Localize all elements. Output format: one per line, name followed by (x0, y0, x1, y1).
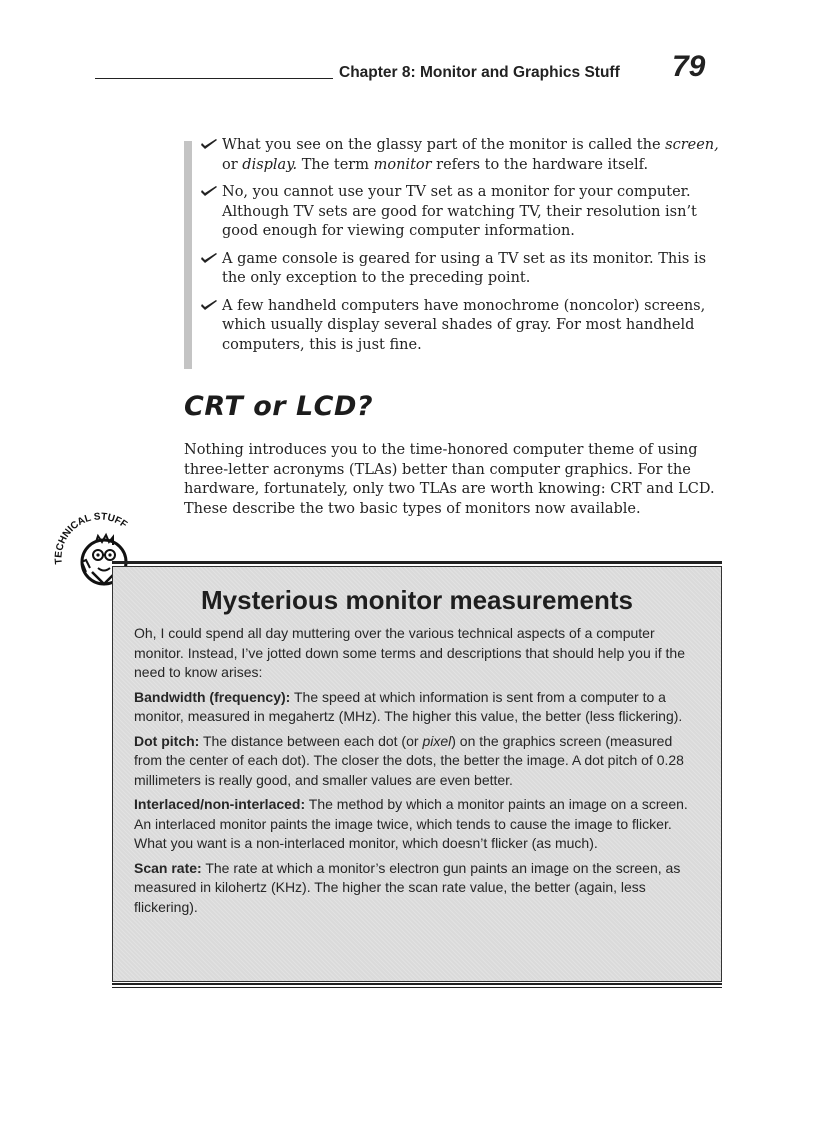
bullet-text (222, 298, 705, 353)
term-name: Dot pitch: (134, 732, 200, 749)
term-description (134, 860, 680, 915)
bullet-list-bar (184, 141, 192, 369)
text-run: What you see on the glassy part of the monitor is called the (222, 137, 666, 153)
check-mark-icon (200, 139, 218, 151)
text-run: The term (297, 156, 374, 173)
chapter-title: Chapter 8: Monitor and Graphics Stuff (339, 64, 620, 81)
section-heading: CRT or LCD? (184, 391, 374, 422)
sidebar-body (134, 624, 701, 917)
term-definition (134, 795, 701, 854)
sidebar-top-rule (112, 561, 722, 564)
bullet-item (200, 183, 730, 242)
header-rule (95, 78, 333, 79)
italic-text: display. (242, 156, 298, 173)
text-run: The speed at which information is sent from a computer to a monitor, measured in megahertz (MHz). The higher this value, the better (less flickering). (134, 688, 683, 724)
term-name: Bandwidth (frequency): (134, 688, 291, 705)
sidebar-intro: Oh, I could spend all day muttering over the various technical aspects of a computer monitor. Instead, I’ve jotted down some terms and descriptions that should help you if the need to know arises: (134, 625, 685, 680)
bullet-text (222, 251, 706, 287)
text-run: or (222, 156, 243, 173)
italic-text: screen, (665, 137, 719, 153)
bullet-item (200, 250, 730, 289)
bullet-item (200, 297, 730, 356)
term-description (134, 733, 684, 788)
bullet-list (200, 136, 730, 363)
term-definition (134, 688, 701, 727)
term-name: Interlaced/non-interlaced: (134, 796, 306, 812)
sidebar-bottom-rule (112, 987, 722, 988)
technical-stuff-label: TECHNICAL STUFF (53, 512, 129, 565)
bullet-text (222, 184, 697, 239)
text-run: No, you cannot use your TV set as a monitor for your computer. Although TV sets are good for watching TV, their resolution isn’t good enough for viewing computer information. (222, 184, 697, 239)
sidebar-bottom-rule (112, 983, 722, 985)
sidebar-box (112, 566, 722, 982)
section-paragraph: Nothing introduces you to the time-honored computer theme of using three-letter acronyms (TLAs) better than computer graphics. For the hardware, fortunately, only two TLAs are worth knowing: CRT and LCD. These describe the two basic types of monitors now available. (184, 442, 715, 517)
text-run: ) on the graphics screen (measured from the center of each dot). The closer the dots, the better the image. A dot pitch of 0.28 millimeters is really good, and smaller values are even better. (134, 732, 684, 788)
check-mark-icon (200, 186, 218, 198)
text-run: A few handheld computers have monochrome (noncolor) screens, which usually display several shades of gray. For most handheld computers, this is just fine. (222, 297, 706, 353)
term-definition (134, 732, 701, 791)
check-mark-icon (200, 253, 218, 265)
text-run: The distance between each dot (or (202, 732, 423, 749)
italic-text: pixel (422, 732, 452, 749)
text-run: The rate at which a monitor’s electron gun paints an image on the screen, as measured in kilohertz (KHz). The higher the scan rate value, the better (again, less flickering). (134, 859, 681, 915)
text-run: A game console is geared for using a TV set as its monitor. This is the only exception to the preceding point. (222, 250, 707, 286)
term-name: Scan rate: (134, 859, 202, 876)
check-mark-icon (200, 300, 218, 312)
running-header (0, 50, 816, 96)
sidebar-title: Mysterious monitor measurements (200, 585, 633, 615)
bullet-item (200, 136, 730, 175)
term-definition (134, 859, 701, 918)
italic-text: monitor (373, 156, 432, 173)
page-number: 79 (672, 50, 706, 83)
text-run: The method by which a monitor paints an image on a screen. An interlaced monitor paints the image twice, which tends to cause the image to flicker. What you want is a non-interlaced monitor, which doesn’t flicker (as much). (134, 796, 688, 851)
bullet-text (222, 137, 719, 173)
text-run: refers to the hardware itself. (431, 156, 649, 173)
